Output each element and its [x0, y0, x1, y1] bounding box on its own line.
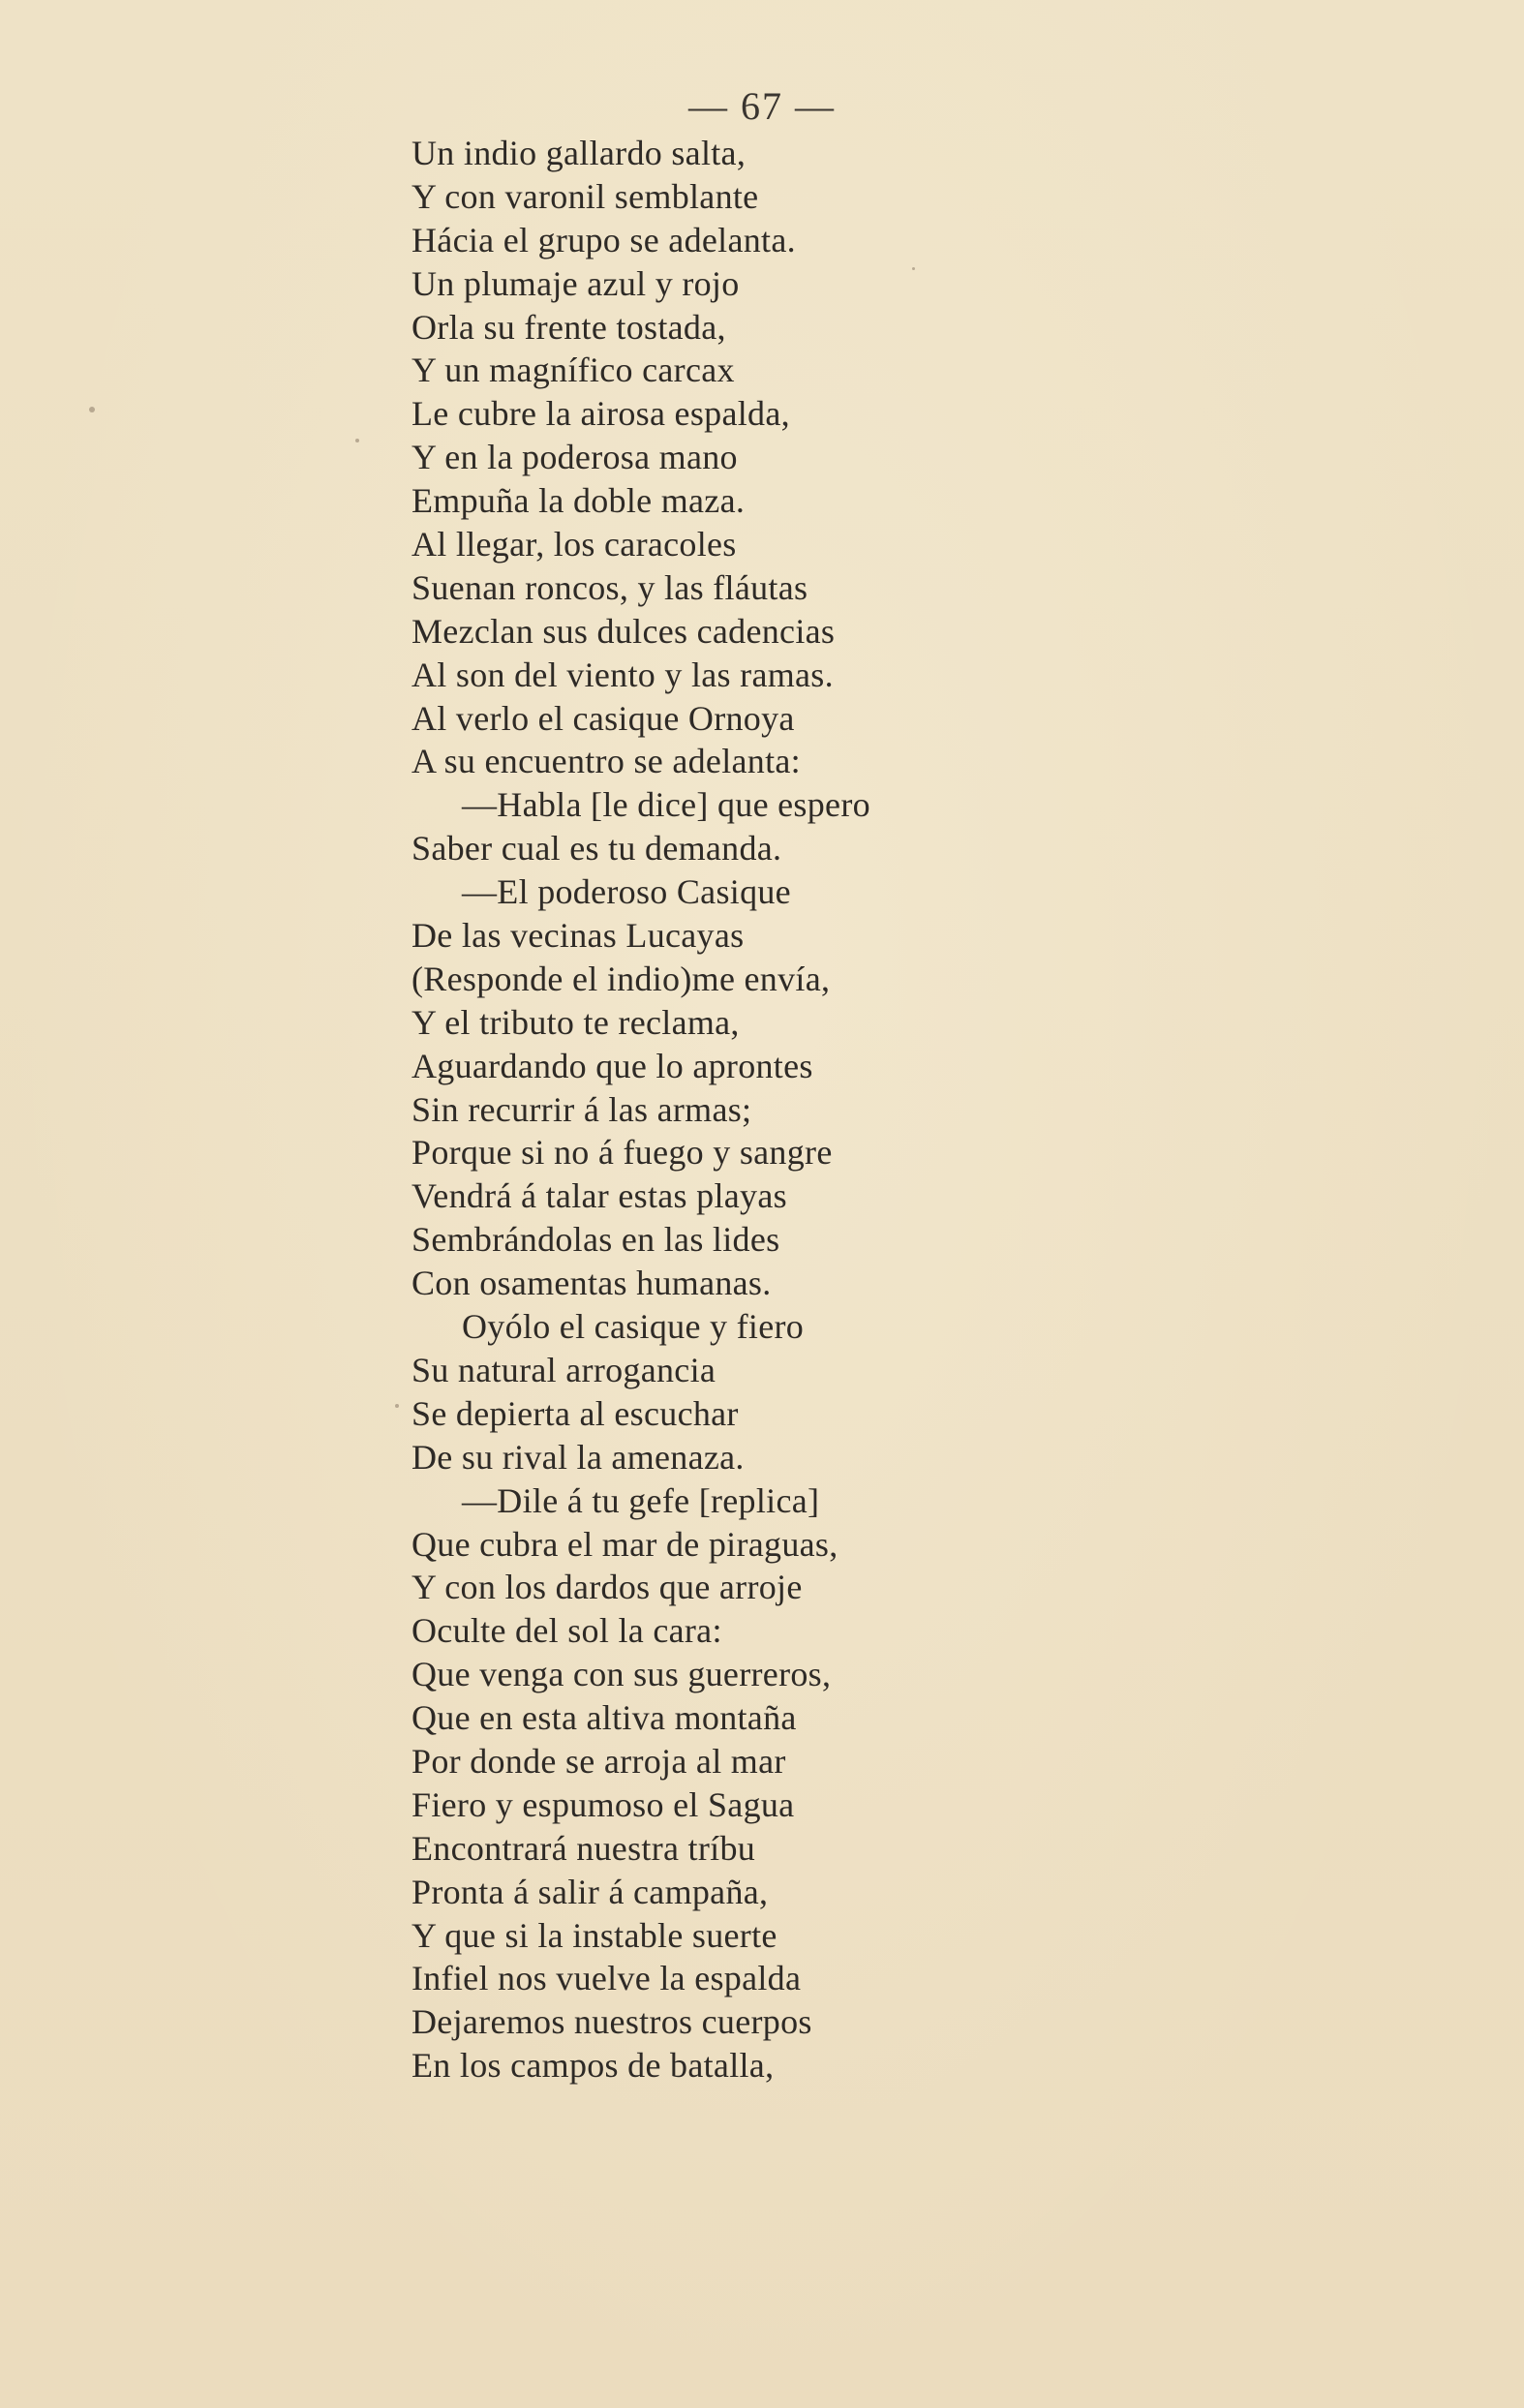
- paper-speck: [89, 407, 95, 412]
- poem-line: Que cubra el mar de piraguas,: [411, 1524, 838, 1564]
- poem-line: En los campos de batalla,: [411, 2046, 775, 2086]
- poem-line: —El poderoso Casique: [462, 872, 791, 912]
- poem-line: Hácia el grupo se adelanta.: [411, 220, 796, 259]
- poem-line: —Habla [le dice] que espero: [462, 785, 870, 825]
- poem-text: [411, 132, 1031, 2088]
- poem-line: Y con los dardos que arroje: [411, 1568, 803, 1607]
- poem-line: De su rival la amenaza.: [411, 1437, 745, 1477]
- poem-line: Pronta á salir á campaña,: [411, 1872, 769, 1911]
- poem-line: Empuña la doble maza.: [411, 481, 746, 521]
- poem-line: Al llegar, los caracoles: [411, 525, 737, 564]
- poem-line: Que en esta altiva montaña: [411, 1698, 797, 1738]
- poem-line: Aguardando que lo aprontes: [411, 1046, 813, 1085]
- poem-line: Al son del viento y las ramas.: [411, 655, 834, 694]
- poem-line: Sembrándolas en las lides: [411, 1220, 780, 1260]
- poem-line: (Responde el indio)me envía,: [411, 959, 831, 998]
- poem-line: Su natural arrogancia: [411, 1350, 716, 1389]
- paper-speck: [355, 439, 359, 442]
- page-number: — 67 —: [688, 84, 836, 128]
- poem-line: De las vecinas Lucayas: [411, 916, 745, 956]
- poem-line: Saber cual es tu demanda.: [411, 829, 782, 869]
- poem-line: Y un magnífico carcax: [411, 351, 735, 390]
- poem-line: Vendrá á talar estas playas: [411, 1176, 787, 1216]
- poem-line: Sin recurrir á las armas;: [411, 1089, 752, 1129]
- poem-line: Le cubre la airosa espalda,: [411, 394, 790, 434]
- poem-line: Un plumaje azul y rojo: [411, 263, 740, 303]
- poem-line: Con osamentas humanas.: [411, 1264, 772, 1303]
- poem-line: Que venga con sus guerreros,: [411, 1655, 832, 1694]
- poem-line: Se depierta al escuchar: [411, 1393, 739, 1433]
- poem-line: Fiero y espumoso el Sagua: [411, 1784, 795, 1824]
- poem-line: Un indio gallardo salta,: [411, 134, 747, 172]
- poem-line: Dejaremos nuestros cuerpos: [411, 2002, 812, 2042]
- poem-line: Porque si no á fuego y sangre: [411, 1133, 833, 1173]
- poem-line: Suenan roncos, y las fláutas: [411, 567, 808, 607]
- poem-line: Y con varonil semblante: [411, 176, 759, 216]
- poem-line: Orla su frente tostada,: [411, 307, 726, 347]
- poem-line: A su encuentro se adelanta:: [411, 742, 801, 781]
- poem-line: Encontrará nuestra tríbu: [411, 1828, 756, 1868]
- poem-line: Al verlo el casique Ornoya: [411, 698, 795, 738]
- poem-line: Mezclan sus dulces cadencias: [411, 611, 836, 651]
- paper-speck: [912, 267, 915, 270]
- poem-line: Oyólo el casique y fiero: [462, 1307, 805, 1347]
- paper-speck: [395, 1404, 399, 1408]
- poem-line: Y el tributo te reclama,: [411, 1002, 740, 1042]
- poem-line: —Dile á tu gefe [replica]: [462, 1480, 820, 1520]
- poem-line: Y que si la instable suerte: [411, 1915, 777, 1955]
- poem-line: Oculte del sol la cara:: [411, 1611, 722, 1651]
- poem-line: Y en la poderosa mano: [411, 438, 738, 477]
- poem-line: Infiel nos vuelve la espalda: [411, 1959, 802, 1998]
- poem-line: Por donde se arroja al mar: [411, 1741, 786, 1781]
